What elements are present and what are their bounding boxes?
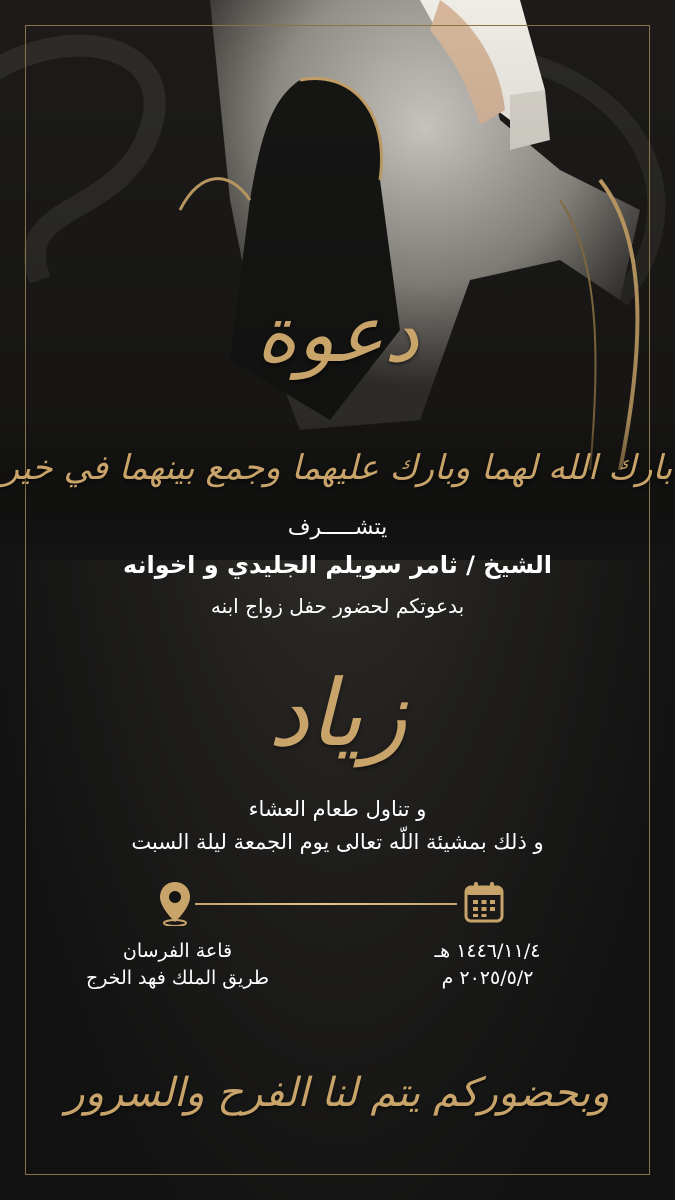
groom-name: زياد [267,660,408,767]
date-gregorian: ٢٠٢٥/٥/٢ م [441,967,534,989]
blessing-text: بارك الله لهما وبارك عليهما وجمع بينهما في خير [2,448,673,488]
venue-road: طريق الملك فهد الخرج [85,967,270,989]
closing-text: وبحضوركم يتم لنا الفرح والسرور [65,1070,610,1116]
invite-line: بدعوتكم لحضور حفل زواج ابنه [210,594,465,618]
timing-line: و ذلك بمشيئة اللّه تعالى يوم الجمعة ليلة السبت [131,830,544,854]
invitation-title: دعوة [256,290,419,380]
venue-info [50,938,305,992]
date-info [360,938,615,992]
location-pin-icon [155,880,195,926]
gold-divider-line [195,903,457,905]
date-hijri: ١٤٤٦/١١/٤ هـ [434,940,541,962]
honor-line: يتشـــــرف [287,515,388,540]
calendar-icon [463,881,505,925]
dinner-line: و تناول طعام العشاء [248,797,427,821]
venue-name: قاعة الفرسان [122,940,233,962]
host-name: الشيخ / ثامر سويلم الجليدي و اخوانه [122,551,552,579]
